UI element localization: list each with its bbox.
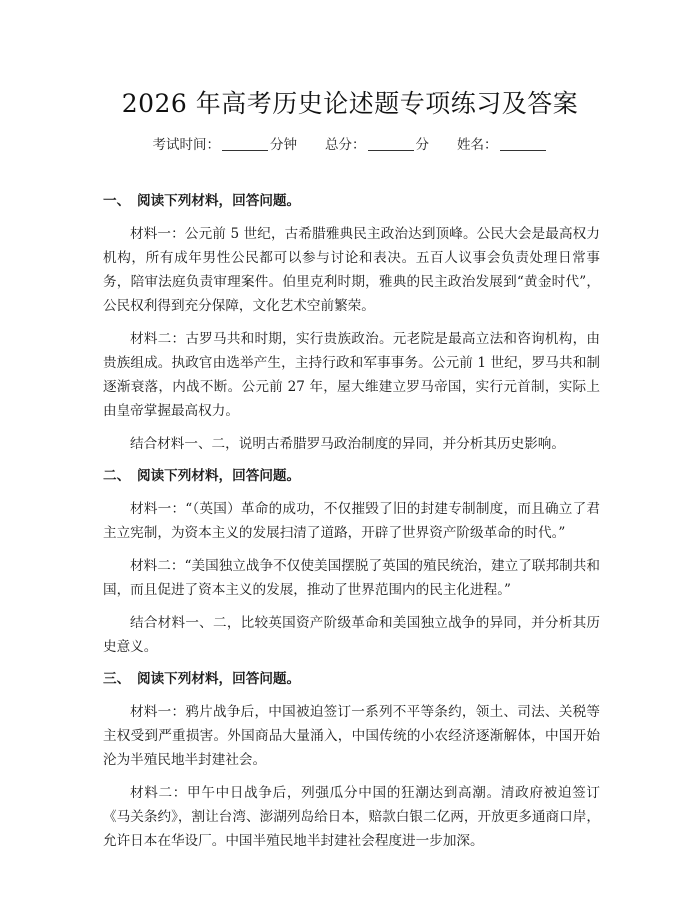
material-paragraph: 材料一：公元前 5 世纪，古希腊雅典民主政治达到顶峰。公民大会是最高权力机构，所有成年男性公民都可以参与讨论和表决。五百人议事会负责处理日常事务，陪审法庭负责审理案件。伯里克利时期，雅典的民主政治发展到“黄金时代”，公民权利得到充分保障，文化艺术空前繁荣。: [103, 226, 600, 314]
time-label: 考试时间：: [152, 137, 220, 153]
material-paragraph: 材料二：甲午中日战争后，列强瓜分中国的狂潮达到高潮。清政府被迫签订《马关条约》，割让台湾、澎湖列岛给日本，赔款白银二亿两，开放更多通商口岸，允许日本在华设厂。中国半殖民地半封建社会程度进一步加深。: [103, 785, 600, 849]
section-heading: [103, 465, 600, 487]
name-blank: [500, 138, 546, 151]
material-paragraph: 材料一：“（英国）革命的成功，不仅摧毁了旧的封建专制制度，而且确立了君主立宪制，为资本主义的发展扫清了道路，开辟了世界资产阶级革命的时代。”: [103, 501, 600, 541]
time-unit: 分钟: [270, 137, 297, 153]
material-paragraph: 材料二：“美国独立战争不仅使美国摆脱了英国的殖民统治，建立了联邦制共和国，而且促进了资本主义的发展，推动了世界范围内的民主化进程。”: [103, 558, 600, 598]
section-heading-text: 阅读下列材料，回答问题。: [137, 671, 301, 687]
section-number: 一、: [103, 193, 131, 209]
section-number: 二、: [103, 468, 131, 484]
section-3: [103, 668, 600, 853]
section-1: [103, 190, 600, 456]
score-blank: [368, 138, 414, 151]
time-blank: [222, 138, 268, 151]
page-title: 2026 年高考历史论述题专项练习及答案: [121, 89, 579, 118]
question-paragraph: 结合材料一、二，说明古希腊罗马政治制度的异同，并分析其历史影响。: [130, 436, 565, 452]
name-label: 姓名：: [457, 137, 498, 153]
section-heading: [103, 190, 600, 212]
section-2: [103, 465, 600, 659]
exam-info-line: [0, 133, 700, 153]
document-body: [103, 190, 600, 862]
material-paragraph: 材料二：古罗马共和时期，实行贵族政治。元老院是最高立法和咨询机构，由贵族组成。执政官由选举产生，主持行政和军事事务。公元前 1 世纪，罗马共和制逐渐衰落，内战不断。公元前 27 年，屋大维建立罗马帝国，实行元首制，实际上由皇帝掌握最高权力。: [103, 331, 600, 419]
section-heading-text: 阅读下列材料，回答问题。: [137, 468, 301, 484]
score-label: 总分：: [325, 137, 366, 153]
section-heading: [103, 668, 600, 690]
question-paragraph: 结合材料一、二，比较英国资产阶级革命和美国独立战争的异同，并分析其历史意义。: [103, 615, 600, 655]
section-heading-text: 阅读下列材料，回答问题。: [137, 193, 301, 209]
section-number: 三、: [103, 671, 131, 687]
material-paragraph: 材料一：鸦片战争后，中国被迫签订一系列不平等条约，领土、司法、关税等主权受到严重损害。外国商品大量涌入，中国传统的小农经济逐渐解体，中国开始沦为半殖民地半封建社会。: [103, 704, 600, 768]
score-unit: 分: [415, 137, 429, 153]
